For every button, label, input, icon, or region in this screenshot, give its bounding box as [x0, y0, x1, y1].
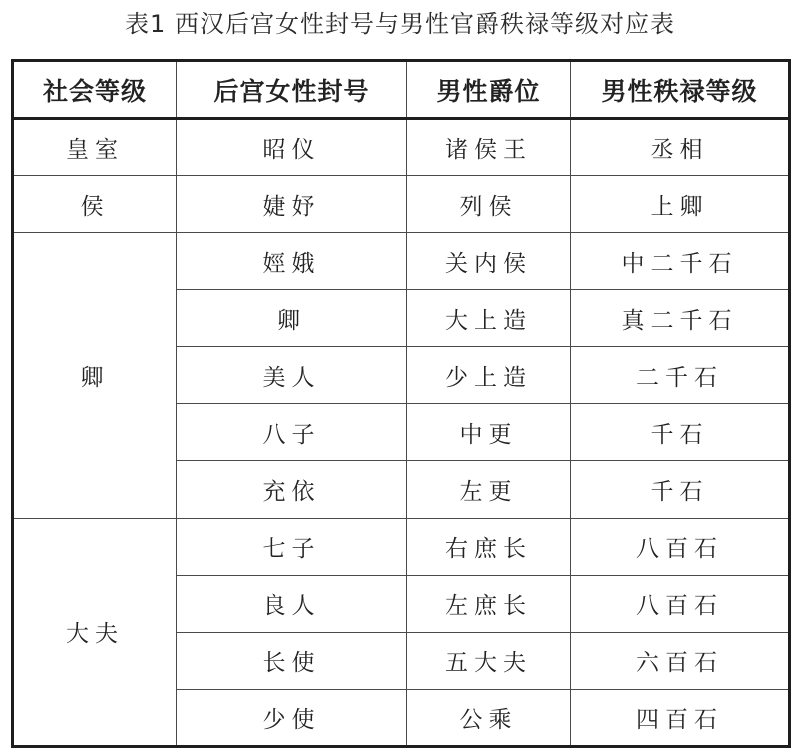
cell-male-salary: 六百石	[571, 632, 790, 689]
header-row	[13, 61, 790, 119]
cell-social-rank: 卿	[13, 233, 177, 518]
cell-male-peerage: 关内侯	[407, 233, 571, 290]
cell-social-rank: 皇室	[13, 119, 177, 176]
cell-male-peerage: 列侯	[407, 176, 571, 233]
cell-harem-title: 少使	[177, 689, 407, 746]
header-male-salary: 男性秩禄等级	[571, 61, 790, 119]
cell-harem-title: 充依	[177, 461, 407, 518]
cell-male-salary: 四百石	[571, 689, 790, 746]
cell-male-salary: 千石	[571, 404, 790, 461]
cell-male-peerage: 公乘	[407, 689, 571, 746]
table-row	[13, 176, 790, 233]
cell-harem-title: 娙娥	[177, 233, 407, 290]
rank-correspondence-table	[11, 59, 791, 748]
cell-male-peerage: 少上造	[407, 347, 571, 404]
cell-male-peerage: 五大夫	[407, 632, 571, 689]
cell-harem-title: 良人	[177, 575, 407, 632]
cell-male-peerage: 右庶长	[407, 518, 571, 575]
cell-male-peerage: 左庶长	[407, 575, 571, 632]
cell-harem-title: 昭仪	[177, 119, 407, 176]
cell-male-peerage: 诸侯王	[407, 119, 571, 176]
table-row	[13, 119, 790, 176]
cell-male-salary: 千石	[571, 461, 790, 518]
table-row	[13, 233, 790, 290]
cell-male-peerage: 大上造	[407, 290, 571, 347]
cell-harem-title: 长使	[177, 632, 407, 689]
cell-harem-title: 八子	[177, 404, 407, 461]
cell-social-rank: 大夫	[13, 518, 177, 746]
cell-male-salary: 中二千石	[571, 233, 790, 290]
cell-male-peerage: 中更	[407, 404, 571, 461]
cell-male-salary: 上卿	[571, 176, 790, 233]
cell-male-salary: 八百石	[571, 518, 790, 575]
cell-harem-title: 卿	[177, 290, 407, 347]
table-row	[13, 518, 790, 575]
cell-male-salary: 八百石	[571, 575, 790, 632]
cell-male-salary: 二千石	[571, 347, 790, 404]
header-male-peerage: 男性爵位	[407, 61, 571, 119]
header-harem-title: 后宫女性封号	[177, 61, 407, 119]
cell-male-peerage: 左更	[407, 461, 571, 518]
cell-harem-title: 婕妤	[177, 176, 407, 233]
cell-harem-title: 七子	[177, 518, 407, 575]
cell-harem-title: 美人	[177, 347, 407, 404]
table-caption: 表1 西汉后宫女性封号与男性官爵秩禄等级对应表	[125, 10, 675, 38]
cell-male-salary: 丞相	[571, 119, 790, 176]
cell-social-rank: 侯	[13, 176, 177, 233]
cell-male-salary: 真二千石	[571, 290, 790, 347]
header-social-rank: 社会等级	[13, 61, 177, 119]
